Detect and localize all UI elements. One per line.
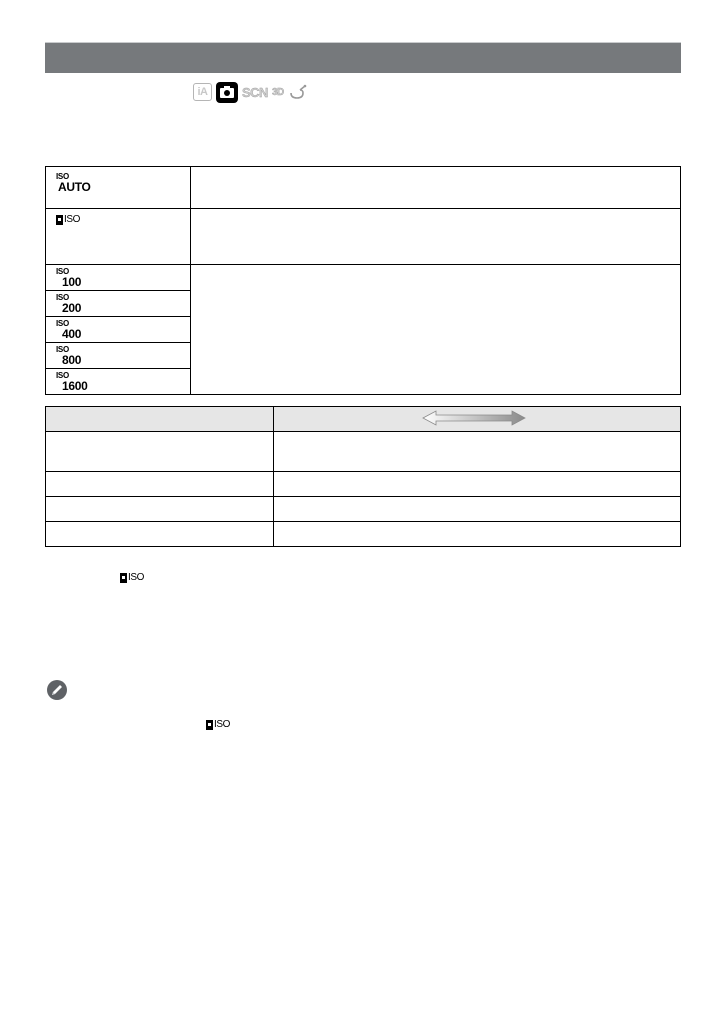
intelligent-auto-icon: iA [193, 83, 212, 101]
iso-auto-description [191, 167, 681, 209]
intelligent-iso-icon: ISO [56, 215, 80, 225]
camera-mode-icon [216, 82, 238, 103]
iso-settings-table [45, 166, 681, 395]
iso-800-cell [46, 343, 191, 369]
intelligent-iso-inline-icon: ISO [120, 572, 144, 583]
comparison-row-2-label [46, 472, 274, 497]
iso-400-icon: ISO 400 [56, 319, 82, 341]
iso-400-cell [46, 317, 191, 343]
creative-mode-icon [288, 84, 308, 100]
intelligent-iso-note-icon: ISO [206, 719, 230, 730]
3d-mode-icon: 3D [271, 86, 284, 98]
iso-intelligent-cell [46, 209, 191, 265]
iso-1600-cell [46, 369, 191, 395]
iso-auto-cell [46, 167, 191, 209]
iso-200-cell [46, 291, 191, 317]
note-pencil-icon [47, 680, 67, 700]
comparison-row-2-value [274, 472, 681, 497]
iso-fixed-description [191, 265, 681, 395]
iso-comparison-table [45, 406, 681, 547]
comparison-row-1-label [46, 432, 274, 472]
double-arrow-icon [422, 410, 526, 426]
comparison-row-4-value [274, 522, 681, 547]
applicable-modes [193, 81, 308, 103]
iso-800-icon: ISO 800 [56, 345, 82, 367]
iso-100-icon: ISO 100 [56, 267, 82, 289]
scene-mode-icon: SCN [242, 84, 268, 100]
comparison-row-3-label [46, 497, 274, 522]
comparison-row-1-value [274, 432, 681, 472]
comparison-row-4-label [46, 522, 274, 547]
iso-100-cell [46, 265, 191, 291]
comparison-row-3-value [274, 497, 681, 522]
comparison-header-right [274, 407, 681, 432]
iso-auto-icon: ISO AUTO [56, 172, 91, 194]
section-title-bar [45, 42, 681, 73]
comparison-header-left [46, 407, 274, 432]
iso-1600-icon: ISO 1600 [56, 371, 88, 393]
iso-200-icon: ISO 200 [56, 293, 82, 315]
iso-intelligent-description [191, 209, 681, 265]
